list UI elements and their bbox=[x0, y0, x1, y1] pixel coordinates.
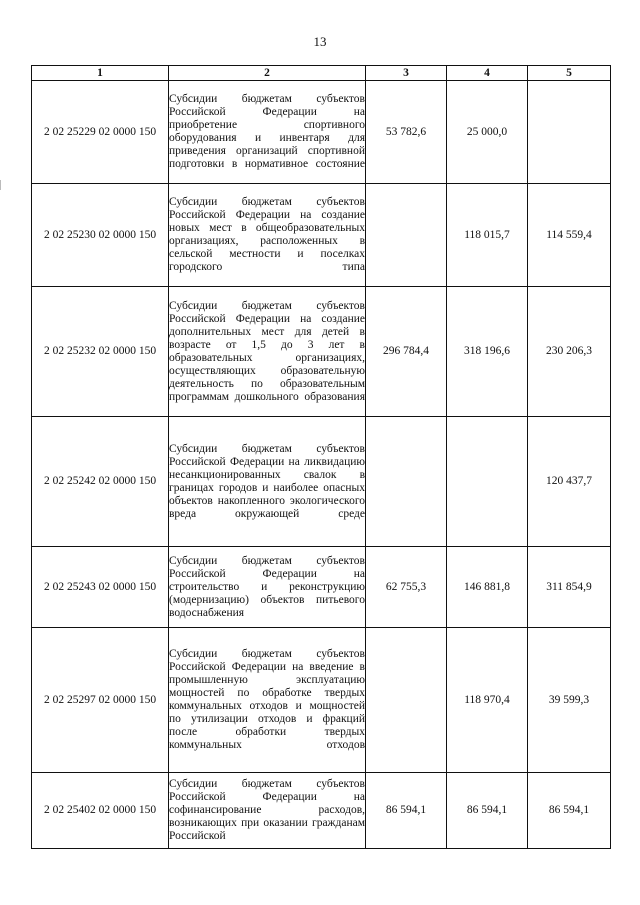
budget-table bbox=[31, 65, 611, 849]
row-value-col5: 114 559,4 bbox=[528, 184, 611, 287]
row-code: 2 02 25402 02 0000 150 bbox=[32, 773, 169, 849]
table-row bbox=[32, 81, 611, 184]
header-col-3: 3 bbox=[366, 66, 447, 81]
row-description bbox=[169, 417, 366, 547]
table-row bbox=[32, 547, 611, 628]
row-description bbox=[169, 287, 366, 417]
row-code: 2 02 25232 02 0000 150 bbox=[32, 287, 169, 417]
row-value-col5: 311 854,9 bbox=[528, 547, 611, 628]
row-value-col3: 296 784,4 bbox=[366, 287, 447, 417]
row-description-text: Субсидии бюджетам субъектов Российской Федерации на строительство и реконструкцию (модернизацию) объектов питьевого водоснабжения bbox=[169, 554, 365, 619]
row-value-col5: 86 594,1 bbox=[528, 773, 611, 849]
row-value-col3: 86 594,1 bbox=[366, 773, 447, 849]
page-number: 13 bbox=[313, 34, 327, 49]
row-value-col4: 318 196,6 bbox=[447, 287, 528, 417]
row-value-col4: 86 594,1 bbox=[447, 773, 528, 849]
table-header-row bbox=[32, 66, 611, 81]
row-value-col4: 118 970,4 bbox=[447, 628, 528, 773]
row-value-col4: 146 881,8 bbox=[447, 547, 528, 628]
row-description-text: Субсидии бюджетам субъектов Российской Федерации на софинансирование расходов, возникающих при оказании гражданам Российской bbox=[169, 778, 365, 842]
table-row bbox=[32, 628, 611, 773]
header-col-5: 5 bbox=[528, 66, 611, 81]
row-value-col3 bbox=[366, 417, 447, 547]
table-row bbox=[32, 773, 611, 849]
row-value-col5: 120 437,7 bbox=[528, 417, 611, 547]
row-code: 2 02 25229 02 0000 150 bbox=[32, 81, 169, 184]
row-value-col5: 230 206,3 bbox=[528, 287, 611, 417]
row-value-col3 bbox=[366, 628, 447, 773]
row-value-col4: 25 000,0 bbox=[447, 81, 528, 184]
header-col-2: 2 bbox=[169, 66, 366, 81]
table-row bbox=[32, 287, 611, 417]
row-code: 2 02 25297 02 0000 150 bbox=[32, 628, 169, 773]
row-value-col3: 62 755,3 bbox=[366, 547, 447, 628]
row-description bbox=[169, 81, 366, 184]
scan-edge-mark bbox=[0, 180, 1, 190]
row-description bbox=[169, 628, 366, 773]
row-description-text: Субсидии бюджетам субъектов Российской Федерации на введение в промышленную эксплуатацию мощностей по обработке твердых коммунальных отходов и мощностей по утилизации отходов и фракций после обработки твердых коммунальных отходов bbox=[169, 648, 365, 751]
row-code: 2 02 25243 02 0000 150 bbox=[32, 547, 169, 628]
row-value-col5: 39 599,3 bbox=[528, 628, 611, 773]
row-description bbox=[169, 773, 366, 849]
table-row bbox=[32, 417, 611, 547]
row-description bbox=[169, 184, 366, 287]
row-value-col4 bbox=[447, 417, 528, 547]
row-description-text: Субсидии бюджетам субъектов Российской Федерации на создание дополнительных мест для детей в возрасте от 1,5 до 3 лет в образовательных организациях, осуществляющих образовательную деятельность по образовательным программам дошкольного образования bbox=[169, 299, 365, 403]
header-col-1: 1 bbox=[32, 66, 169, 81]
row-code: 2 02 25242 02 0000 150 bbox=[32, 417, 169, 547]
row-description-text: Субсидии бюджетам субъектов Российской Федерации на ликвидацию несанкционированных свалок в границах городов и наиболее опасных объектов накопленного экологического вреда окружающей среде bbox=[169, 442, 365, 520]
row-description-text: Субсидии бюджетам субъектов Российской Федерации на создание новых мест в общеобразовательных организациях, расположенных в сельской местности и поселках городского типа bbox=[169, 196, 365, 273]
row-value-col5 bbox=[528, 81, 611, 184]
row-value-col3: 53 782,6 bbox=[366, 81, 447, 184]
row-value-col3 bbox=[366, 184, 447, 287]
row-code: 2 02 25230 02 0000 150 bbox=[32, 184, 169, 287]
row-value-col4: 118 015,7 bbox=[447, 184, 528, 287]
table-row bbox=[32, 184, 611, 287]
row-description-text: Субсидии бюджетам субъектов Российской Федерации на приобретение спортивного оборудования и инвентаря для приведения организаций спортивной подготовки в нормативное состояние bbox=[169, 93, 365, 170]
header-col-4: 4 bbox=[447, 66, 528, 81]
row-description bbox=[169, 547, 366, 628]
